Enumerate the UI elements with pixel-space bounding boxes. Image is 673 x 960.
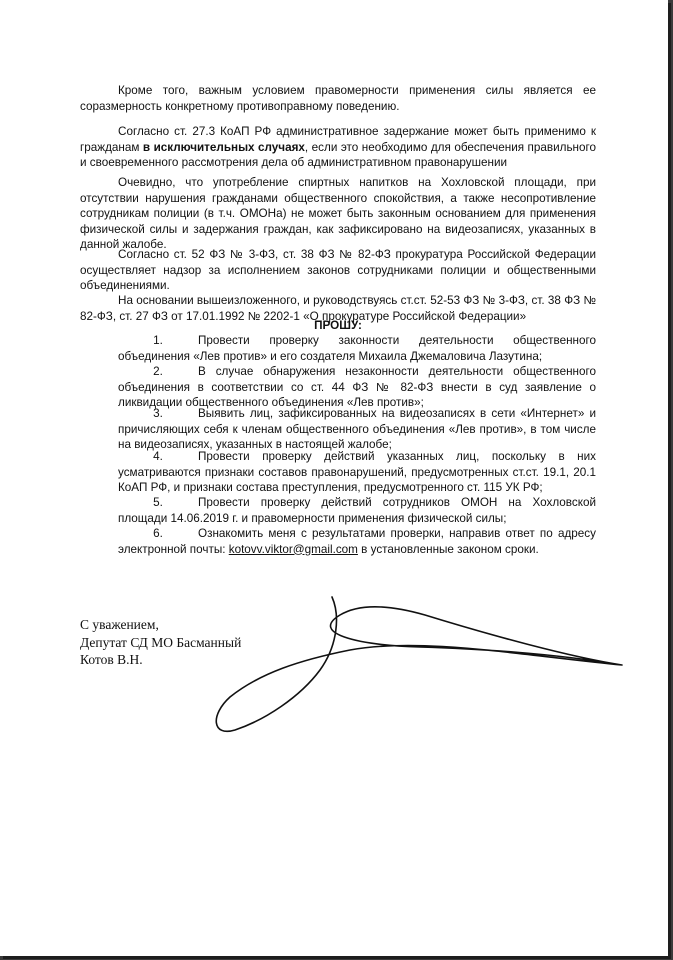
request-item-5 [118,495,596,526]
request-text: В случае обнаружения незаконности деятельности общественного объединения в соответствии со ст. 44 ФЗ № 82-ФЗ внести в суд заявление о ликвидации общественного объединения «Лев против»; [118,365,596,409]
email-link[interactable]: kotovv.viktor@gmail.com [228,542,358,556]
request-text: Провести проверку действий указанных лиц, поскольку в них усматриваются признаки составов правонарушений, предусмотренных ст.ст. 19.1, 20.1 КоАП РФ, и признаки состава преступления, предусмотренного ст. 115 УК РФ; [118,450,596,494]
request-text-end: в установленные законом сроки. [357,542,539,556]
paragraph-based-on: На основании вышеизложенного, и руководствуясь ст.ст. 52-53 ФЗ № 3-ФЗ, ст. 38 ФЗ № 82-ФЗ, ст. 27 ФЗ от 17.01.1992 № 2202-1 «О прокуратуре Российской Федерации» [80,294,596,323]
closing-position: Депутат СД МО Басманный [80,634,242,650]
request-text: Провести проверку законности деятельности общественного объединения «Лев против» и его создателя Михаила Джемаловича Лазутина; [118,334,596,363]
request-text: Выявить лиц, зафиксированных на видеозаписях в сети «Интернет» и причисляющих себя к членам общественного объединения «Лев против», в том числе на видеозаписях, указанных в настоящей жалобе; [118,407,596,451]
request-number: 3. [153,407,163,420]
paragraph-prosecutor-supervision: Согласно ст. 52 ФЗ № 3-ФЗ, ст. 38 ФЗ № 82-ФЗ прокуратура Российской Федерации осуществляет надзор за исполнением законов сотрудниками полиции и общественными объединениями. [80,248,596,292]
paragraph-khokhlovskaya: Очевидно, что употребление спиртных напитков на Хохловской площади, при отсутствии нарушения гражданами общественного спокойствия, а также несопротивление сотрудникам полиции (в т.ч. ОМОНа) не может быть законным основанием для применения физической силы и задержания граждан, как зафиксировано на видеозаписях, указанных в данной жалобе. [80,176,596,251]
request-text: Провести проверку действий сотрудников ОМОН на Хохловской площади 14.06.2019 г. и правомерности применения физической силы; [118,496,596,525]
request-number: 5. [153,496,163,509]
request-number: 6. [153,527,163,540]
signature-icon [190,585,630,745]
request-number: 4. [153,450,163,463]
request-item-3 [118,406,596,453]
closing-name: Котов В.Н. [80,652,143,667]
request-item-1 [118,333,596,364]
request-number: 1. [153,334,163,347]
paragraph-detention-end: , если это необходимо для обеспечения правильного и своевременного рассмотрения дела об административном правонарушении [80,140,596,169]
request-item-4 [118,449,596,496]
closing-regards: С уважением, [80,617,159,632]
request-number: 2. [153,365,163,378]
emphasis-exceptional-cases: в исключительных случаях [142,140,305,154]
paragraph-detention-start: Согласно ст. 27.3 КоАП РФ административное задержание может быть применимо к гражданам [80,125,596,154]
paragraph-proportionality: Кроме того, важным условием правомерности применения силы является ее соразмерность конкретному противоправному поведению. [80,84,596,113]
request-item-6 [118,526,596,557]
request-item-2 [118,364,596,411]
paragraph-detention [80,124,596,171]
request-title: ПРОШУ: [314,319,362,332]
request-text: Ознакомить меня с результатами проверки, направив ответ по адресу электронной почты: [118,527,596,556]
